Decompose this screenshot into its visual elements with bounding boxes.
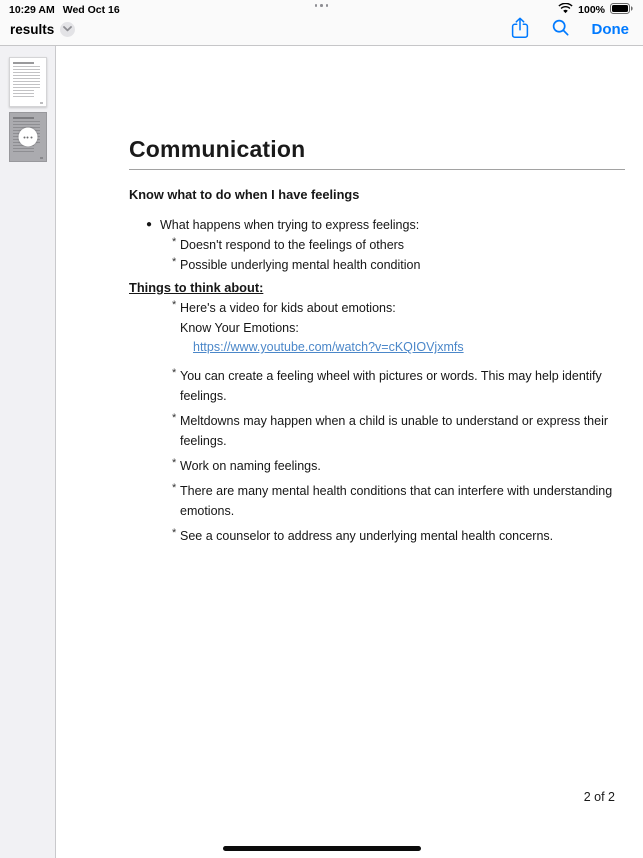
toolbar [0, 18, 643, 45]
tips-list [129, 366, 625, 546]
chevron-down-icon[interactable] [60, 22, 75, 37]
status-right [558, 3, 634, 17]
list-item-text: Doesn't respond to the feelings of others [180, 238, 405, 252]
list-item-text: Meltdowns may happen when a child is unable to understand or express their feelings. [180, 414, 609, 448]
list-item [129, 215, 625, 235]
title-menu[interactable] [10, 22, 75, 37]
battery-percent-text: 100% [578, 4, 605, 16]
clock-text: 10:29 AM [9, 4, 55, 16]
done-button[interactable]: Done [591, 20, 629, 38]
list-item [129, 298, 625, 318]
home-indicator[interactable] [223, 846, 421, 851]
subheading: Things to think about: [129, 280, 264, 295]
status-bar [0, 0, 643, 18]
document-content [56, 46, 643, 546]
bullet-icon: ● [146, 219, 153, 230]
asterisk-icon: * [172, 527, 177, 539]
list-item [129, 456, 625, 476]
asterisk-icon: * [172, 457, 177, 469]
loading-ellipsis-icon [18, 128, 37, 147]
list-item-text: Work on naming feelings. [180, 459, 321, 473]
file-title[interactable]: results [10, 21, 55, 37]
list-item [129, 481, 625, 521]
search-button[interactable] [552, 19, 569, 39]
youtube-link[interactable]: https://www.youtube.com/watch?v=cKQIOVjxmfs [193, 340, 464, 354]
link-line [193, 339, 625, 356]
list-item [129, 366, 625, 406]
list-item-text: There are many mental health conditions that can interfere with understanding emotions. [180, 484, 613, 518]
list-item [129, 526, 625, 546]
date-text: Wed Oct 16 [62, 4, 120, 16]
wifi-icon [558, 3, 573, 17]
list-item [129, 411, 625, 451]
page-thumbnail-2-selected[interactable] [9, 112, 47, 162]
document-page[interactable] [56, 46, 643, 858]
share-icon [511, 17, 529, 42]
asterisk-icon: * [172, 482, 177, 494]
list-item [129, 235, 625, 255]
document-title: Communication [129, 136, 625, 170]
asterisk-icon: * [172, 256, 177, 268]
thumbnail-sidebar[interactable] [0, 46, 56, 858]
list-item-text: Here's a video for kids about emotions: [180, 301, 396, 315]
list-item-text: You can create a feeling wheel with pictures or words. This may help identify feelings. [180, 369, 602, 403]
video-name-line: Know Your Emotions: [180, 321, 299, 335]
list-item-text: What happens when trying to express feelings: [160, 218, 420, 232]
search-icon [552, 19, 569, 39]
page-indicator: 2 of 2 [583, 790, 615, 804]
toolbar-actions [511, 17, 630, 42]
battery-icon [610, 3, 634, 17]
list-item [129, 255, 625, 275]
share-button[interactable] [511, 17, 529, 42]
list-item-text: See a counselor to address any underlying mental health concerns. [180, 529, 554, 543]
status-left [9, 4, 120, 16]
thumbnail-text-lines [13, 62, 34, 64]
header [0, 0, 643, 46]
section-heading: Know what to do when I have feelings [129, 187, 360, 202]
asterisk-icon: * [172, 367, 177, 379]
asterisk-icon: * [172, 236, 177, 248]
page-thumbnail-1[interactable] [9, 57, 47, 107]
main-area [0, 46, 643, 858]
asterisk-icon: * [172, 412, 177, 424]
asterisk-icon: * [172, 299, 177, 311]
list-item-text: Possible underlying mental health condition [180, 258, 421, 272]
thumbnail-text-lines [13, 117, 34, 119]
